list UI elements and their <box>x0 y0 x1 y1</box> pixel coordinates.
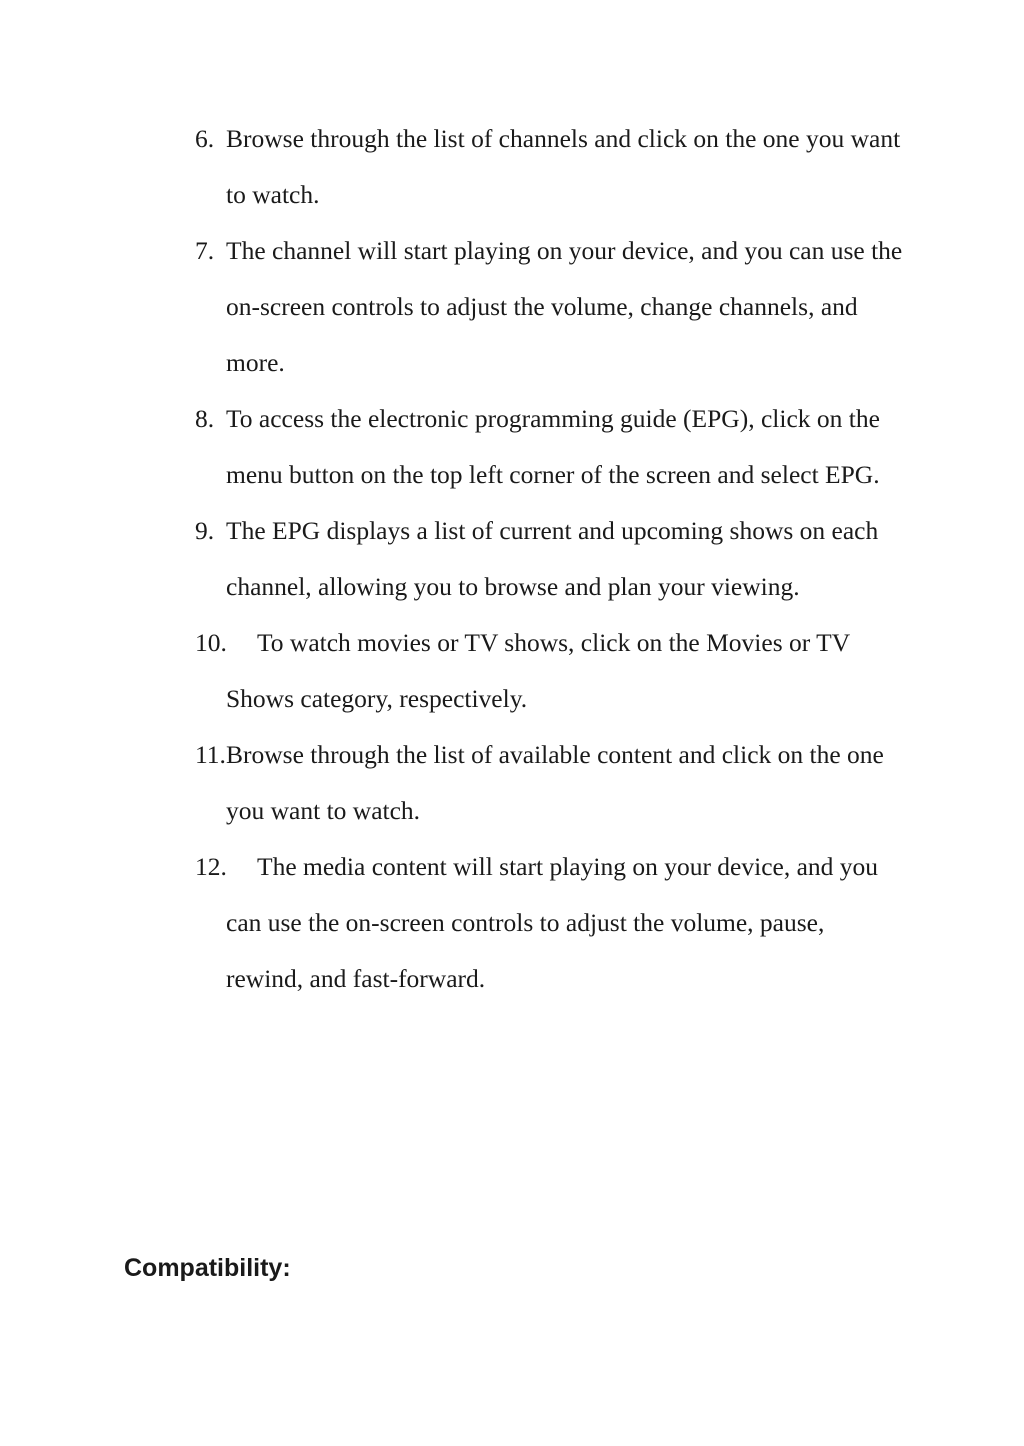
step-number: 8. <box>195 404 215 433</box>
step-text: To watch movies or TV shows, click on the Movies or TV Shows category, respectively. <box>226 628 850 713</box>
list-item-step-11 <box>0 727 906 839</box>
step-number: 11. <box>195 740 226 769</box>
step-text: Browse through the list of available content and click on the one you want to watch. <box>226 740 884 825</box>
step-text: The channel will start playing on your device, and you can use the on-screen controls to adjust the volume, change channels, and more. <box>226 236 903 377</box>
step-number: 10. <box>195 628 227 657</box>
list-item-step-12 <box>0 839 906 1007</box>
list-item-step-9 <box>0 503 906 615</box>
step-text: The media content will start playing on your device, and you can use the on-screen controls to adjust the volume, pause, rewind, and fast-forward. <box>226 852 879 993</box>
step-text: To access the electronic programming guide (EPG), click on the menu button on the top left corner of the screen and select EPG. <box>226 404 880 489</box>
step-number: 9. <box>195 516 215 545</box>
section-heading: Compatibility: <box>124 1254 291 1282</box>
list-item-step-10 <box>0 615 906 727</box>
step-text: The EPG displays a list of current and upcoming shows on each channel, allowing you to browse and plan your viewing. <box>226 516 879 601</box>
list-item-step-6 <box>0 111 906 223</box>
instruction-list <box>0 111 1024 1007</box>
step-number: 12. <box>195 852 227 881</box>
step-text: Browse through the list of channels and click on the one you want to watch. <box>226 124 901 209</box>
list-item-step-8 <box>0 391 906 503</box>
step-number: 7. <box>195 236 215 265</box>
step-number: 6. <box>195 124 215 153</box>
list-item-step-7 <box>0 223 906 391</box>
